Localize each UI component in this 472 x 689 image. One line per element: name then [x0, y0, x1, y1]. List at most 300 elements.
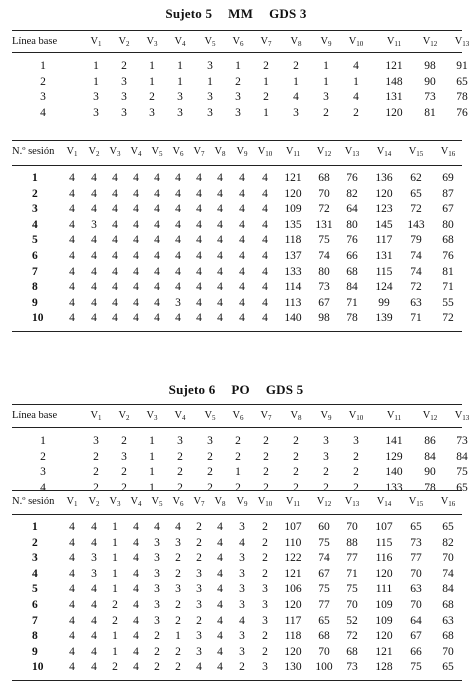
row-id: 1	[40, 435, 46, 447]
table-cell: 148	[385, 75, 403, 88]
table-cell: 4	[69, 172, 75, 184]
table-cell: 4	[91, 296, 97, 309]
column-header	[224, 34, 252, 50]
table-cell: 3	[353, 435, 359, 447]
table-cell: 64	[346, 203, 358, 216]
row-id: 3	[32, 203, 38, 216]
table-cell: 120	[284, 187, 302, 200]
table-cell: 4	[91, 521, 97, 533]
table-cell: 3	[239, 599, 245, 611]
table-cell: 4	[133, 250, 139, 262]
variable-letter: V	[118, 410, 127, 421]
table-cell: 4	[133, 583, 139, 596]
variable-index: 15	[416, 150, 424, 158]
table-cell: 67	[410, 630, 422, 643]
table-cell: 1	[207, 75, 213, 88]
table-cell: 3	[239, 630, 245, 643]
table-cell: 78	[346, 312, 358, 325]
column-header	[416, 408, 444, 424]
table-row	[12, 644, 462, 660]
variable-index: 9	[328, 414, 332, 422]
title-subject: Sujeto 5	[165, 6, 213, 21]
variable-index: 4	[138, 150, 142, 158]
variable-index: 7	[201, 150, 205, 158]
variable-index: 14	[384, 500, 392, 508]
row-id: 3	[40, 91, 46, 103]
table-cell: 74	[410, 265, 422, 278]
table-rule	[12, 52, 462, 53]
variable-letter: V	[174, 36, 183, 47]
table-cell: 2	[235, 450, 241, 463]
table-cell: 122	[284, 552, 302, 565]
table-cell: 60	[318, 521, 330, 533]
variable-letter: V	[290, 410, 299, 421]
table-cell: 68	[442, 599, 454, 611]
table-row	[12, 659, 462, 675]
table-cell: 1	[93, 60, 99, 72]
table-cell: 4	[239, 234, 245, 247]
table-cell: 3	[323, 450, 329, 463]
table-cell: 4	[239, 614, 245, 627]
baseline-label: Línea base	[12, 36, 58, 47]
table-cell: 1	[112, 567, 118, 580]
table-cell: 4	[133, 661, 139, 674]
table-cell: 77	[346, 552, 358, 565]
variable-letter: V	[204, 410, 213, 421]
variable-index: 13	[352, 150, 360, 158]
table-cell: 75	[456, 466, 468, 478]
table-cell: 4	[91, 599, 97, 611]
table-cell: 4	[154, 521, 160, 533]
table-cell: 2	[112, 661, 118, 674]
table-cell: 4	[112, 234, 118, 247]
table-cell: 78	[424, 481, 436, 494]
table-rule	[12, 680, 462, 681]
table-cell: 4	[91, 614, 97, 627]
column-header	[312, 408, 340, 424]
table-row	[12, 217, 462, 233]
table-row	[12, 597, 462, 613]
variable-letter: V	[316, 496, 325, 507]
table-cell: 4	[239, 203, 245, 216]
table-cell: 4	[196, 661, 202, 674]
variable-index: 11	[394, 414, 402, 422]
title-initials: MM	[228, 6, 254, 21]
table-cell: 4	[69, 312, 75, 325]
table-cell: 4	[133, 234, 139, 247]
table-cell: 3	[154, 614, 160, 627]
column-header	[279, 494, 307, 510]
table-cell: 107	[375, 521, 393, 533]
row-id: 10	[32, 312, 44, 325]
table-cell: 4	[217, 567, 223, 580]
variable-letter: V	[109, 496, 118, 507]
variable-index: 13	[462, 40, 470, 48]
table-cell: 70	[346, 599, 358, 611]
table-cell: 2	[323, 106, 329, 119]
variable-letter: V	[316, 146, 325, 157]
table-cell: 3	[239, 583, 245, 596]
table-cell: 117	[284, 614, 302, 627]
table-cell: 3	[207, 435, 213, 447]
table-cell: 67	[318, 296, 330, 309]
table-cell: 1	[112, 583, 118, 596]
table-cell: 4	[91, 265, 97, 278]
table-cell: 1	[149, 481, 155, 494]
table-cell: 76	[456, 106, 468, 119]
table-cell: 66	[410, 645, 422, 658]
variable-index: 16	[448, 150, 456, 158]
row-id: 2	[32, 536, 38, 549]
table-cell: 4	[196, 172, 202, 184]
table-cell: 2	[262, 630, 268, 643]
variable-letter: V	[440, 496, 449, 507]
column-header	[282, 34, 310, 50]
table-cell: 3	[91, 218, 97, 231]
table-cell: 4	[175, 281, 181, 294]
table-cell: 4	[262, 172, 268, 184]
table-cell: 81	[442, 265, 454, 278]
table-rule	[12, 331, 462, 332]
table-cell: 2	[263, 450, 269, 463]
table-cell: 4	[154, 265, 160, 278]
table-cell: 129	[385, 450, 403, 463]
row-id: 3	[40, 466, 46, 478]
table-cell: 4	[262, 218, 268, 231]
table-row	[12, 613, 462, 629]
table-cell: 3	[175, 296, 181, 309]
table-cell: 113	[284, 296, 302, 309]
table-cell: 4	[154, 203, 160, 216]
table-cell: 87	[442, 187, 454, 200]
table-cell: 4	[154, 234, 160, 247]
table-cell: 1	[93, 75, 99, 88]
table-cell: 4	[217, 536, 223, 549]
table-cell: 107	[284, 521, 302, 533]
table-cell: 4	[196, 250, 202, 262]
table-cell: 4	[112, 250, 118, 262]
row-id: 4	[32, 218, 38, 231]
table-cell: 2	[235, 435, 241, 447]
variable-index: 8	[222, 500, 226, 508]
table-row	[12, 566, 462, 582]
variable-letter: V	[454, 410, 463, 421]
table-cell: 3	[207, 106, 213, 119]
table-cell: 4	[154, 218, 160, 231]
row-id: 7	[32, 265, 38, 278]
table-cell: 4	[112, 312, 118, 325]
column-header	[402, 494, 430, 510]
table-cell: 133	[284, 265, 302, 278]
table-cell: 84	[442, 583, 454, 596]
table-cell: 120	[284, 599, 302, 611]
variable-index: 16	[448, 500, 456, 508]
table-cell: 4	[133, 599, 139, 611]
variable-index: 10	[265, 500, 273, 508]
variable-letter: V	[232, 36, 241, 47]
table-cell: 4	[154, 172, 160, 184]
table-cell: 4	[112, 296, 118, 309]
table-cell: 4	[262, 312, 268, 325]
table-cell: 123	[375, 203, 393, 216]
table-cell: 73	[456, 435, 468, 447]
table-cell: 2	[263, 481, 269, 494]
table-cell: 2	[121, 466, 127, 478]
table-cell: 4	[91, 645, 97, 658]
table-cell: 4	[69, 218, 75, 231]
table-cell: 120	[284, 645, 302, 658]
table-cell: 4	[69, 234, 75, 247]
table-cell: 4	[154, 187, 160, 200]
table-cell: 4	[217, 552, 223, 565]
variable-letter: V	[422, 36, 431, 47]
table-cell: 76	[346, 234, 358, 247]
table-cell: 2	[323, 481, 329, 494]
table-row	[12, 628, 462, 644]
variable-index: 9	[244, 500, 248, 508]
variable-index: 12	[430, 40, 438, 48]
table-cell: 2	[235, 75, 241, 88]
table-cell: 3	[121, 106, 127, 119]
table-cell: 131	[385, 91, 403, 103]
table-cell: 4	[69, 296, 75, 309]
table-cell: 140	[385, 466, 403, 478]
variable-index: 1	[98, 414, 102, 422]
table-cell: 128	[375, 661, 393, 674]
table-cell: 55	[442, 296, 454, 309]
table-cell: 135	[284, 218, 302, 231]
table-cell: 4	[154, 250, 160, 262]
variable-index: 8	[298, 414, 302, 422]
column-header	[342, 408, 370, 424]
table-cell: 4	[91, 536, 97, 549]
variable-letter: V	[348, 36, 357, 47]
table-cell: 4	[91, 187, 97, 200]
table-cell: 4	[69, 630, 75, 643]
table-cell: 3	[262, 661, 268, 674]
variable-letter: V	[214, 146, 223, 157]
table-rule	[12, 404, 462, 405]
variable-index: 12	[324, 150, 332, 158]
row-id: 2	[40, 450, 46, 463]
table-cell: 4	[239, 536, 245, 549]
variable-index: 12	[324, 500, 332, 508]
variable-letter: V	[408, 496, 417, 507]
table-cell: 68	[346, 645, 358, 658]
table-cell: 115	[375, 536, 393, 549]
column-header	[279, 144, 307, 160]
variable-letter: V	[66, 496, 75, 507]
column-header	[448, 408, 472, 424]
table-cell: 4	[133, 281, 139, 294]
table-cell: 65	[456, 75, 468, 88]
variable-letter: V	[88, 146, 97, 157]
variable-index: 1	[98, 40, 102, 48]
table-cell: 4	[217, 250, 223, 262]
table-row	[12, 105, 468, 121]
section-title	[0, 382, 472, 398]
table-cell: 65	[410, 521, 422, 533]
table-cell: 63	[410, 583, 422, 596]
variable-index: 10	[265, 150, 273, 158]
variable-index: 7	[268, 40, 272, 48]
variable-index: 2	[126, 40, 130, 48]
table-cell: 72	[318, 203, 330, 216]
table-cell: 2	[262, 536, 268, 549]
table-cell: 2	[154, 630, 160, 643]
table-rule	[12, 140, 462, 141]
table-cell: 4	[69, 250, 75, 262]
variable-index: 10	[356, 414, 364, 422]
table-cell: 3	[91, 552, 97, 565]
table-row	[12, 232, 462, 248]
table-cell: 3	[93, 106, 99, 119]
table-cell: 3	[196, 645, 202, 658]
table-cell: 120	[375, 187, 393, 200]
table-cell: 1	[149, 75, 155, 88]
sessions-label: N.º sesión	[12, 146, 55, 157]
table-cell: 130	[284, 661, 302, 674]
table-cell: 4	[133, 630, 139, 643]
table-cell: 1	[263, 106, 269, 119]
table-row	[12, 170, 462, 186]
table-cell: 4	[133, 614, 139, 627]
table-cell: 4	[217, 661, 223, 674]
table-cell: 86	[424, 435, 436, 447]
table-cell: 4	[154, 296, 160, 309]
table-cell: 4	[217, 630, 223, 643]
variable-letter: V	[260, 410, 269, 421]
row-id: 8	[32, 630, 38, 643]
table-cell: 110	[284, 536, 302, 549]
table-cell: 2	[293, 435, 299, 447]
table-cell: 116	[375, 552, 393, 565]
table-cell: 4	[175, 265, 181, 278]
table-cell: 65	[442, 661, 454, 674]
row-id: 1	[32, 521, 38, 533]
variable-letter: V	[386, 36, 395, 47]
variable-letter: V	[90, 36, 99, 47]
table-cell: 3	[239, 567, 245, 580]
table-cell: 2	[207, 481, 213, 494]
table-cell: 3	[149, 106, 155, 119]
table-cell: 90	[424, 75, 436, 88]
table-row	[12, 74, 468, 90]
table-cell: 4	[217, 645, 223, 658]
table-cell: 67	[318, 567, 330, 580]
table-cell: 1	[177, 75, 183, 88]
title-initials: PO	[231, 382, 250, 397]
table-cell: 70	[410, 599, 422, 611]
row-id: 6	[32, 250, 38, 262]
table-cell: 70	[410, 567, 422, 580]
table-cell: 3	[239, 645, 245, 658]
baseline-label: Línea base	[12, 410, 58, 421]
table-cell: 68	[442, 630, 454, 643]
table-cell: 3	[262, 583, 268, 596]
table-cell: 98	[424, 60, 436, 72]
variable-letter: V	[260, 36, 269, 47]
section-title	[0, 6, 472, 22]
column-header	[138, 34, 166, 50]
table-cell: 3	[175, 536, 181, 549]
table-cell: 71	[346, 296, 358, 309]
variable-letter: V	[422, 410, 431, 421]
table-cell: 1	[112, 552, 118, 565]
table-cell: 67	[442, 203, 454, 216]
table-cell: 1	[263, 75, 269, 88]
table-cell: 4	[239, 250, 245, 262]
table-cell: 4	[196, 218, 202, 231]
table-cell: 1	[149, 435, 155, 447]
table-cell: 4	[353, 60, 359, 72]
table-cell: 4	[112, 203, 118, 216]
table-cell: 1	[149, 450, 155, 463]
row-id: 6	[32, 599, 38, 611]
table-cell: 75	[410, 661, 422, 674]
variable-index: 6	[180, 150, 184, 158]
table-cell: 1	[112, 645, 118, 658]
column-header	[251, 144, 279, 160]
table-cell: 2	[323, 466, 329, 478]
table-cell: 4	[133, 552, 139, 565]
table-cell: 63	[442, 614, 454, 627]
table-cell: 4	[175, 187, 181, 200]
table-cell: 2	[262, 521, 268, 533]
variable-index: 3	[117, 500, 121, 508]
table-cell: 4	[217, 614, 223, 627]
table-cell: 4	[262, 187, 268, 200]
variable-index: 2	[126, 414, 130, 422]
table-cell: 3	[154, 599, 160, 611]
row-id: 9	[32, 645, 38, 658]
table-rule	[12, 30, 462, 31]
column-header	[434, 144, 462, 160]
table-cell: 4	[196, 203, 202, 216]
table-row	[12, 581, 462, 597]
table-cell: 2	[175, 552, 181, 565]
table-cell: 4	[91, 172, 97, 184]
table-cell: 2	[353, 466, 359, 478]
variable-letter: V	[290, 36, 299, 47]
column-header	[282, 408, 310, 424]
variable-index: 5	[212, 40, 216, 48]
table-cell: 133	[385, 481, 403, 494]
table-cell: 3	[154, 567, 160, 580]
table-cell: 2	[196, 552, 202, 565]
table-cell: 80	[442, 218, 454, 231]
table-cell: 4	[262, 203, 268, 216]
table-row	[12, 535, 462, 551]
table-cell: 4	[69, 521, 75, 533]
table-cell: 4	[91, 203, 97, 216]
table-cell: 4	[239, 172, 245, 184]
variable-letter: V	[151, 496, 160, 507]
variable-index: 7	[201, 500, 205, 508]
table-cell: 2	[121, 435, 127, 447]
variable-letter: V	[257, 146, 266, 157]
table-cell: 70	[442, 645, 454, 658]
table-cell: 4	[262, 250, 268, 262]
table-cell: 2	[177, 450, 183, 463]
table-cell: 73	[318, 281, 330, 294]
variable-index: 13	[352, 500, 360, 508]
table-cell: 2	[293, 466, 299, 478]
table-cell: 137	[284, 250, 302, 262]
variable-index: 1	[74, 500, 78, 508]
table-cell: 3	[207, 60, 213, 72]
table-cell: 2	[175, 567, 181, 580]
